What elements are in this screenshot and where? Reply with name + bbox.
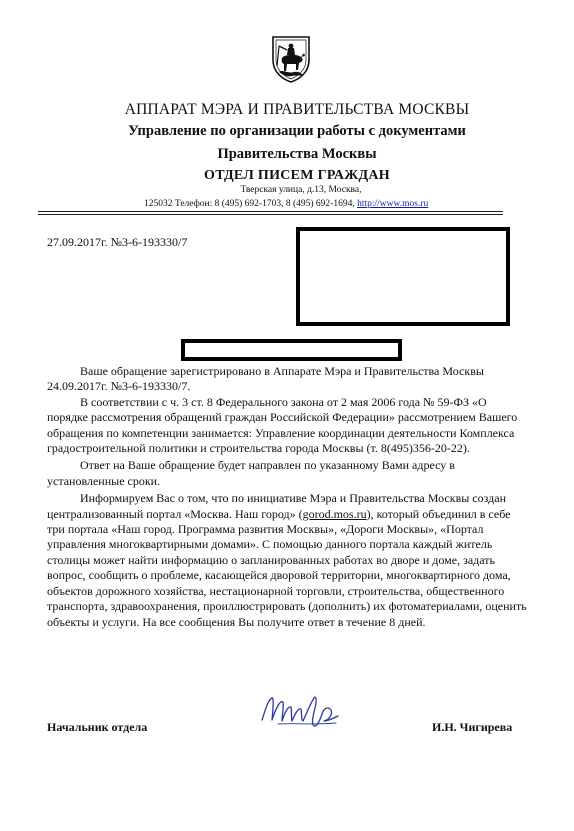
paragraph-registration: Ваше обращение зарегистрировано в Аппарате Мэра и Правительства Москвы 24.09.2017г. №3-6-193330/7. <box>47 364 484 394</box>
department-title: Управление по организации работы с документами <box>128 123 466 139</box>
redacted-recipient-address <box>296 227 510 326</box>
handwritten-signature <box>258 690 348 736</box>
moscow-coat-of-arms-icon <box>270 34 312 84</box>
letter-reference-number: 27.09.2017г. №3-6-193330/7 <box>47 235 188 249</box>
phone-numbers: 125032 Телефон: 8 (495) 692-1703, 8 (495) 692-1694, <box>144 199 355 209</box>
office-title: ОТДЕЛ ПИСЕМ ГРАЖДАН <box>204 168 390 183</box>
letter-body <box>47 364 527 630</box>
portal-text-end: ), который объединил в себе три портала «Наш город. Программа развития Москвы», «Дороги Москвы», «Портал управления многоквартирными домами». С помощью данного портала каждый житель столицы может найти информацию о запланированных работах во дворе и доме, задать вопрос, сообщить о проблеме, касающейся дворовой территории, многоквартирного дома, объектов дорожного хозяйства, нестационарной торговли, строительства, общественного транспорта, здравоохранения, проиллюстрировать (дополнить) их фотоматериалами, оценить объекты и услуги. На все сообщения Вы получите ответ в течение 8 дней. <box>47 506 527 629</box>
signatory-title: Начальник отдела <box>47 720 148 734</box>
organization-title: АППАРАТ МЭРА И ПРАВИТЕЛЬСТВА МОСКВЫ <box>124 101 470 118</box>
portal-text-start: Информируем Вас о том, что по инициативе Мэра и Правительства Москвы создан централизованный портал «Москва. Наш город» ( <box>47 491 507 521</box>
portal-link[interactable]: gorod.mos.ru <box>302 506 367 521</box>
signatory-name: И.Н. Чигирева <box>432 720 513 734</box>
header-divider <box>38 211 503 212</box>
office-contacts <box>144 199 428 209</box>
office-address: Тверская улица, д.13, Москва, <box>240 185 362 195</box>
website-link[interactable]: http://www.mos.ru <box>357 199 429 209</box>
paragraph-portal-info <box>47 491 527 630</box>
paragraph-response: Ответ на Ваше обращение будет направлен по указанному Вами адресу в установленные сроки. <box>47 458 455 488</box>
header-divider <box>38 214 503 215</box>
paragraph-competence: В соответствии с ч. 3 ст. 8 Федерального закона от 2 мая 2006 года № 59-ФЗ «О порядке рассмотрения обращений граждан Российской Федерации» рассмотрением Вашего обращения по компетенции занимается: Управление координации деятельности Комплекса градостроительной политики и строительства города Москвы (т. 8(495)356-20-22). <box>47 394 518 456</box>
government-title: Правительства Москвы <box>217 146 377 162</box>
redacted-recipient-name <box>181 339 402 361</box>
